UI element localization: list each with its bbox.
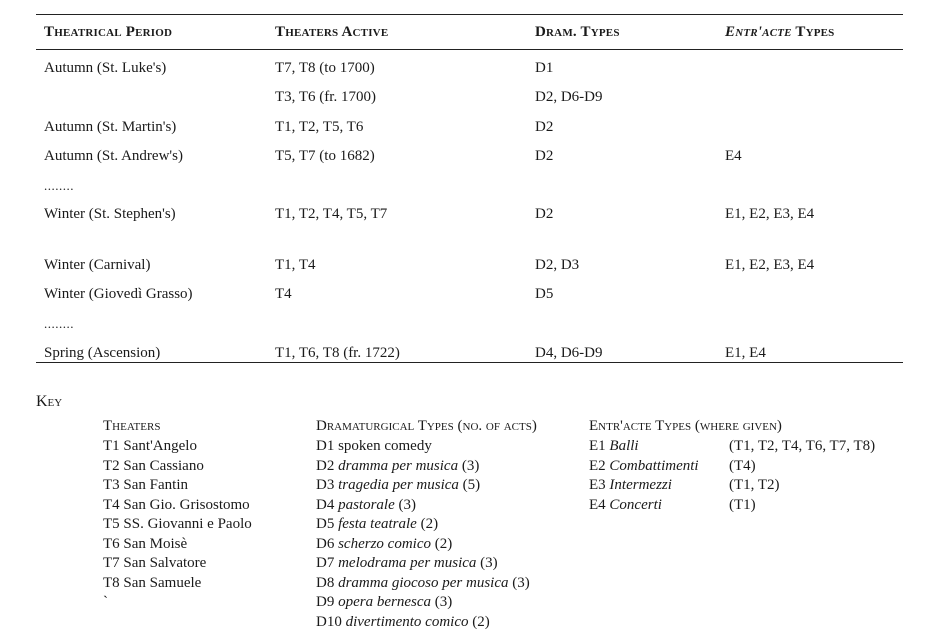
key-dram-item xyxy=(316,593,452,611)
key-dram-item xyxy=(316,515,438,533)
key-entr-item xyxy=(589,496,662,514)
key-theater-item: T1 Sant'Angelo xyxy=(103,438,197,454)
table-cell-period: Spring (Ascension) xyxy=(44,345,161,361)
table-cell-entr: E1, E2, E3, E4 xyxy=(725,257,815,273)
header-dram-types: Dram. Types xyxy=(535,24,620,40)
header-entracte-italic: Entr'acte xyxy=(725,24,792,40)
key-dram-name: divertimento comico xyxy=(345,613,469,630)
key-theater-item: T2 San Cassiano xyxy=(103,457,204,474)
table-cell-theaters: T5, T7 (to 1682) xyxy=(275,148,375,164)
key-entr-item xyxy=(589,476,672,494)
table-cell-entr: E4 xyxy=(725,148,742,164)
key-dram-name: melodrama per musica xyxy=(338,555,477,571)
table-cell-entr: E1, E2, E3, E4 xyxy=(725,206,815,222)
key-dram-item xyxy=(316,574,530,592)
key-entr-item xyxy=(589,437,639,455)
key-dram-acts: (3) xyxy=(398,496,417,513)
table-cell-theaters: T3, T6 (fr. 1700) xyxy=(275,89,376,105)
key-dram-acts: (5) xyxy=(462,477,481,493)
key-entr-name: Intermezzi xyxy=(609,477,672,493)
key-entr-theaters: (T1, T2) xyxy=(729,477,780,493)
table-cell-theaters: T1, T2, T4, T5, T7 xyxy=(275,206,388,222)
key-theater-item: T8 San Samuele xyxy=(103,574,202,591)
table-cell-period: ........ xyxy=(44,178,74,193)
key-dram-acts: (2) xyxy=(434,535,453,552)
table-cell-period: Winter (Giovedì Grasso) xyxy=(44,286,193,302)
key-dram-name: dramma per musica xyxy=(338,457,459,474)
key-theater-item: T5 SS. Giovanni e Paolo xyxy=(103,516,252,532)
table-cell-dram: D2, D6-D9 xyxy=(535,89,603,105)
key-dram-name: festa teatrale xyxy=(338,516,417,532)
key-dram-name: tragedia per musica xyxy=(338,477,459,493)
header-entracte-rest: Types xyxy=(791,24,835,40)
table-cell-period: Winter (Carnival) xyxy=(44,257,151,273)
key-dram-item xyxy=(316,437,432,455)
table-cell-dram: D4, D6-D9 xyxy=(535,345,603,361)
header-theatrical-period: Theatrical Period xyxy=(44,24,173,40)
table-cell-dram: D2 xyxy=(535,148,554,164)
key-dram-item xyxy=(316,535,452,553)
key-theater-item: T4 San Gio. Grisostomo xyxy=(103,496,250,513)
table-cell-theaters: T1, T2, T5, T6 xyxy=(275,119,364,135)
table-cell-period: Autumn (St. Martin's) xyxy=(44,119,177,135)
key-theaters-title: Theaters xyxy=(103,418,161,434)
key-entr-code: E3 xyxy=(589,477,606,493)
table-bottom-rule xyxy=(36,362,903,363)
table-cell-dram: D5 xyxy=(535,286,554,302)
table-top-rule xyxy=(36,14,903,15)
key-dram-code: D5 xyxy=(316,516,335,532)
key-dram-acts: (3) xyxy=(434,594,453,610)
key-dram-code: D2 xyxy=(316,457,335,474)
table-cell-theaters: T1, T6, T8 (fr. 1722) xyxy=(275,345,400,361)
key-dram-code: D4 xyxy=(316,496,335,513)
key-dram-name: scherzo comico xyxy=(338,535,431,552)
table-cell-dram: D1 xyxy=(535,60,554,76)
table-cell-theaters: T1, T4 xyxy=(275,257,316,273)
key-theater-item: T7 San Salvatore xyxy=(103,555,207,571)
key-dram-code: D1 xyxy=(316,438,335,454)
key-entr-title: Entr'acte Types (where given) xyxy=(589,418,782,434)
table-cell-period: Winter (St. Stephen's) xyxy=(44,206,176,222)
key-entr-code: E2 xyxy=(589,457,606,474)
key-dram-name: spoken comedy xyxy=(338,438,432,454)
table-cell-period: ........ xyxy=(44,316,74,331)
key-entr-name: Concerti xyxy=(609,496,662,513)
key-dram-item xyxy=(316,554,498,572)
key-dram-item xyxy=(316,457,479,475)
table-cell-dram: D2, D3 xyxy=(535,257,580,273)
key-theater-item: ` xyxy=(103,594,108,610)
key-dram-code: D7 xyxy=(316,555,335,571)
key-dram-acts: (3) xyxy=(480,555,498,571)
header-entracte-types xyxy=(725,23,835,41)
key-dram-code: D3 xyxy=(316,477,335,493)
key-dram-code: D6 xyxy=(316,535,335,552)
key-dram-name: dramma giocoso per musica xyxy=(338,574,509,591)
key-dram-name: opera bernesca xyxy=(338,594,431,610)
key-dram-acts: (2) xyxy=(420,516,439,532)
key-dram-acts: (2) xyxy=(472,613,490,630)
key-dram-name: pastorale xyxy=(338,496,395,513)
key-theater-item: T6 San Moisè xyxy=(103,535,188,552)
key-theater-item: T3 San Fantin xyxy=(103,477,188,493)
key-entr-theaters: (T1, T2, T4, T6, T7, T8) xyxy=(729,438,876,454)
key-title: Key xyxy=(36,393,63,410)
header-theaters-active: Theaters Active xyxy=(275,24,389,40)
key-dram-code: D8 xyxy=(316,574,335,591)
table-cell-dram: D2 xyxy=(535,206,554,222)
table-cell-period: Autumn (St. Andrew's) xyxy=(44,148,183,164)
table-cell-entr: E1, E4 xyxy=(725,345,766,361)
key-entr-code: E4 xyxy=(589,496,606,513)
key-dram-code: D10 xyxy=(316,613,342,630)
key-entr-theaters: (T1) xyxy=(729,496,756,513)
key-entr-name: Combattimenti xyxy=(609,457,699,474)
table-cell-theaters: T7, T8 (to 1700) xyxy=(275,60,375,76)
key-dram-item xyxy=(316,476,480,494)
key-entr-code: E1 xyxy=(589,438,606,454)
key-dram-code: D9 xyxy=(316,594,335,610)
table-cell-theaters: T4 xyxy=(275,286,292,302)
table-cell-dram: D2 xyxy=(535,119,554,135)
table-header-rule xyxy=(36,49,903,50)
key-dram-item xyxy=(316,496,416,514)
key-dram-acts: (3) xyxy=(461,457,480,474)
table-cell-period: Autumn (St. Luke's) xyxy=(44,60,167,76)
key-entr-name: Balli xyxy=(609,438,639,454)
key-dram-acts: (3) xyxy=(512,574,530,591)
key-entr-theaters: (T4) xyxy=(729,457,756,474)
key-dram-title: Dramaturgical Types (no. of acts) xyxy=(316,418,537,434)
key-dram-item xyxy=(316,613,490,631)
key-entr-item xyxy=(589,457,699,475)
